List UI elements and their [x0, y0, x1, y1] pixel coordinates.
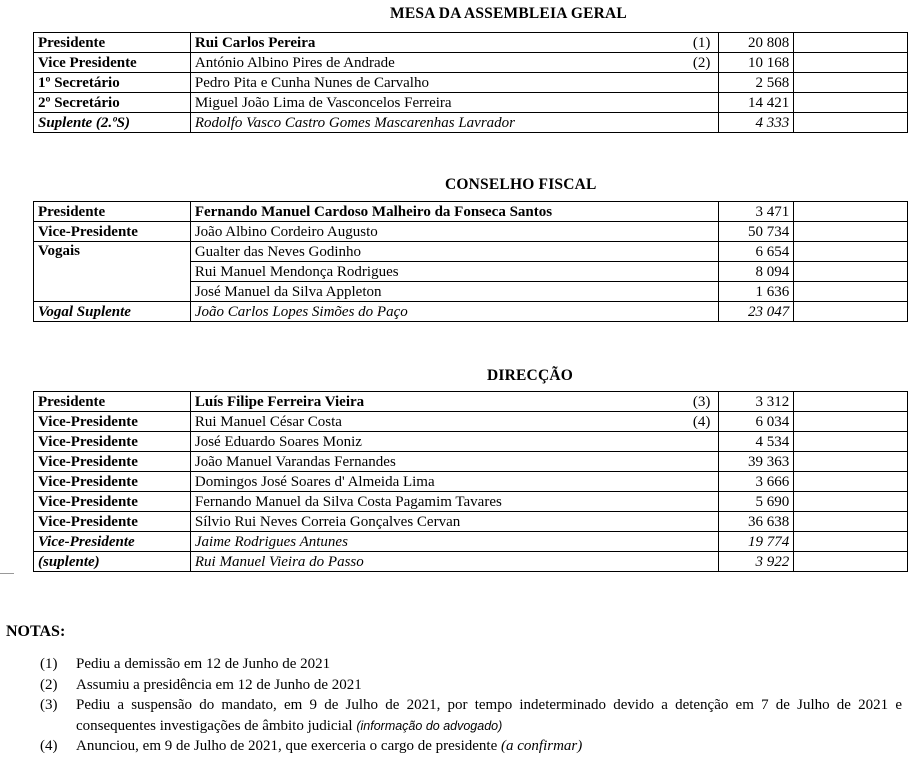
table-row: [34, 492, 908, 512]
number-cell: 3 922: [719, 552, 794, 572]
empty-cell: [794, 53, 908, 73]
empty-cell: [794, 282, 908, 302]
role-cell: Vice-Presidente: [34, 532, 191, 552]
name-cell: [190, 202, 719, 222]
empty-cell: [794, 33, 908, 53]
table-row: [34, 113, 908, 133]
member-name: António Albino Pires de Andrade: [194, 54, 395, 71]
member-name: Sílvio Rui Neves Correia Gonçalves Cervan: [190, 512, 718, 532]
list-item: [40, 695, 902, 736]
name-cell: [190, 53, 718, 73]
note-ref: (3): [692, 393, 711, 410]
table-row: [34, 452, 908, 472]
list-item: [40, 654, 902, 675]
table-row: [34, 73, 908, 93]
member-name: Rui Manuel César Costa: [194, 413, 342, 430]
role-cell: Vice Presidente: [34, 53, 191, 73]
table-row: [34, 392, 908, 412]
table-row: [34, 432, 908, 452]
role-cell: Suplente (2.ºS): [34, 113, 191, 133]
number-cell: 3 312: [719, 392, 794, 412]
margin-mark: [0, 573, 14, 574]
number-cell: 19 774: [719, 532, 794, 552]
role-cell: Vogais: [34, 242, 191, 302]
empty-cell: [794, 392, 908, 412]
role-cell: Vice-Presidente: [34, 222, 191, 242]
table-row: [34, 33, 908, 53]
role-cell: Vice-Presidente: [34, 492, 191, 512]
empty-cell: [794, 552, 908, 572]
member-name: João Carlos Lopes Simões do Paço: [190, 302, 719, 322]
empty-cell: [794, 432, 908, 452]
empty-cell: [794, 262, 908, 282]
member-name: Gualter das Neves Godinho: [190, 242, 719, 262]
role-cell: Vice-Presidente: [34, 452, 191, 472]
table-row: [34, 532, 908, 552]
table-row: [34, 302, 908, 322]
member-name: Fernando Manuel da Silva Costa Pagamim Tavares: [190, 492, 718, 512]
role-cell: 1º Secretário: [34, 73, 191, 93]
note-ref: (4): [692, 413, 711, 430]
number-cell: 8 094: [719, 262, 794, 282]
empty-cell: [794, 202, 908, 222]
empty-cell: [794, 472, 908, 492]
note-extra: (informação do advogado): [356, 718, 503, 733]
member-name: Luís Filipe Ferreira Vieira: [194, 393, 365, 410]
note-text: Pediu a demissão em 12 de Junho de 2021: [76, 656, 331, 672]
number-cell: 23 047: [719, 302, 794, 322]
direccao-title: DIRECÇÃO: [487, 367, 573, 384]
role-cell: 2º Secretário: [34, 93, 191, 113]
list-item: [40, 736, 902, 757]
number-cell: 36 638: [719, 512, 794, 532]
number-cell: 6 654: [719, 242, 794, 262]
empty-cell: [794, 222, 908, 242]
empty-cell: [794, 452, 908, 472]
role-cell: Presidente: [34, 202, 191, 222]
number-cell: 5 690: [719, 492, 794, 512]
note-extra: (a confirmar): [501, 738, 583, 754]
table-row: [34, 242, 908, 262]
note-number: (1): [40, 656, 58, 672]
number-cell: 1 636: [719, 282, 794, 302]
role-cell: Vice-Presidente: [34, 412, 191, 432]
list-item: [40, 675, 902, 696]
number-cell: 10 168: [719, 53, 794, 73]
table-row: [34, 93, 908, 113]
note-ref: (1): [692, 34, 711, 51]
note-text: Pediu a suspensão do mandato, em 9 de Julho de 2021, por tempo indeterminado devido a detenção em 7 de Julho de 2021 e consequentes investigações de âmbito judicial: [76, 697, 902, 734]
number-cell: 39 363: [719, 452, 794, 472]
table-row: [34, 202, 908, 222]
number-cell: 20 808: [719, 33, 794, 53]
table-row: [34, 552, 908, 572]
member-name: Rui Carlos Pereira: [194, 34, 316, 51]
member-name: Rodolfo Vasco Castro Gomes Mascarenhas Lavrador: [190, 113, 718, 133]
empty-cell: [794, 242, 908, 262]
mesa-title: MESA DA ASSEMBLEIA GERAL: [390, 5, 627, 22]
member-name: Fernando Manuel Cardoso Malheiro da Fonseca Santos: [194, 203, 553, 220]
empty-cell: [794, 113, 908, 133]
member-name: Domingos José Soares d' Almeida Lima: [190, 472, 718, 492]
number-cell: 6 034: [719, 412, 794, 432]
empty-cell: [794, 412, 908, 432]
member-name: Jaime Rodrigues Antunes: [190, 532, 718, 552]
note-number: (4): [40, 738, 58, 754]
conselho-table: [33, 201, 908, 322]
member-name: Rui Manuel Mendonça Rodrigues: [190, 262, 719, 282]
number-cell: 14 421: [719, 93, 794, 113]
role-cell: Presidente: [34, 33, 191, 53]
member-name: Rui Manuel Vieira do Passo: [190, 552, 718, 572]
note-ref: (2): [692, 54, 711, 71]
role-cell: Vice-Presidente: [34, 472, 191, 492]
note-text: Anunciou, em 9 de Julho de 2021, que exerceria o cargo de presidente: [76, 738, 498, 754]
number-cell: 50 734: [719, 222, 794, 242]
member-name: José Manuel da Silva Appleton: [190, 282, 719, 302]
role-cell: Vice-Presidente: [34, 432, 191, 452]
member-name: João Albino Cordeiro Augusto: [190, 222, 719, 242]
notes-list: [40, 654, 902, 757]
note-number: (2): [40, 676, 58, 693]
conselho-title: CONSELHO FISCAL: [445, 176, 597, 193]
name-cell: [190, 33, 718, 53]
table-row: [34, 472, 908, 492]
note-text: Assumiu a presidência em 12 de Junho de 2021: [76, 676, 362, 693]
direccao-table: [33, 391, 908, 572]
number-cell: 4 333: [719, 113, 794, 133]
member-name: José Eduardo Soares Moniz: [190, 432, 718, 452]
member-name: Miguel João Lima de Vasconcelos Ferreira: [190, 93, 718, 113]
member-name: Pedro Pita e Cunha Nunes de Carvalho: [190, 73, 718, 93]
table-row: [34, 412, 908, 432]
notas-title: NOTAS:: [6, 623, 66, 640]
role-cell: Vice-Presidente: [34, 512, 191, 532]
number-cell: 4 534: [719, 432, 794, 452]
role-cell: Presidente: [34, 392, 191, 412]
empty-cell: [794, 512, 908, 532]
name-cell: [190, 412, 718, 432]
empty-cell: [794, 93, 908, 113]
member-name: João Manuel Varandas Fernandes: [190, 452, 718, 472]
table-row: [34, 53, 908, 73]
empty-cell: [794, 532, 908, 552]
empty-cell: [794, 492, 908, 512]
number-cell: 2 568: [719, 73, 794, 93]
table-row: [34, 222, 908, 242]
role-cell: Vogal Suplente: [34, 302, 191, 322]
role-cell: (suplente): [34, 552, 191, 572]
number-cell: 3 471: [719, 202, 794, 222]
empty-cell: [794, 302, 908, 322]
empty-cell: [794, 73, 908, 93]
number-cell: 3 666: [719, 472, 794, 492]
note-number: (3): [40, 697, 58, 713]
name-cell: [190, 392, 718, 412]
table-row: [34, 512, 908, 532]
mesa-table: [33, 32, 908, 133]
